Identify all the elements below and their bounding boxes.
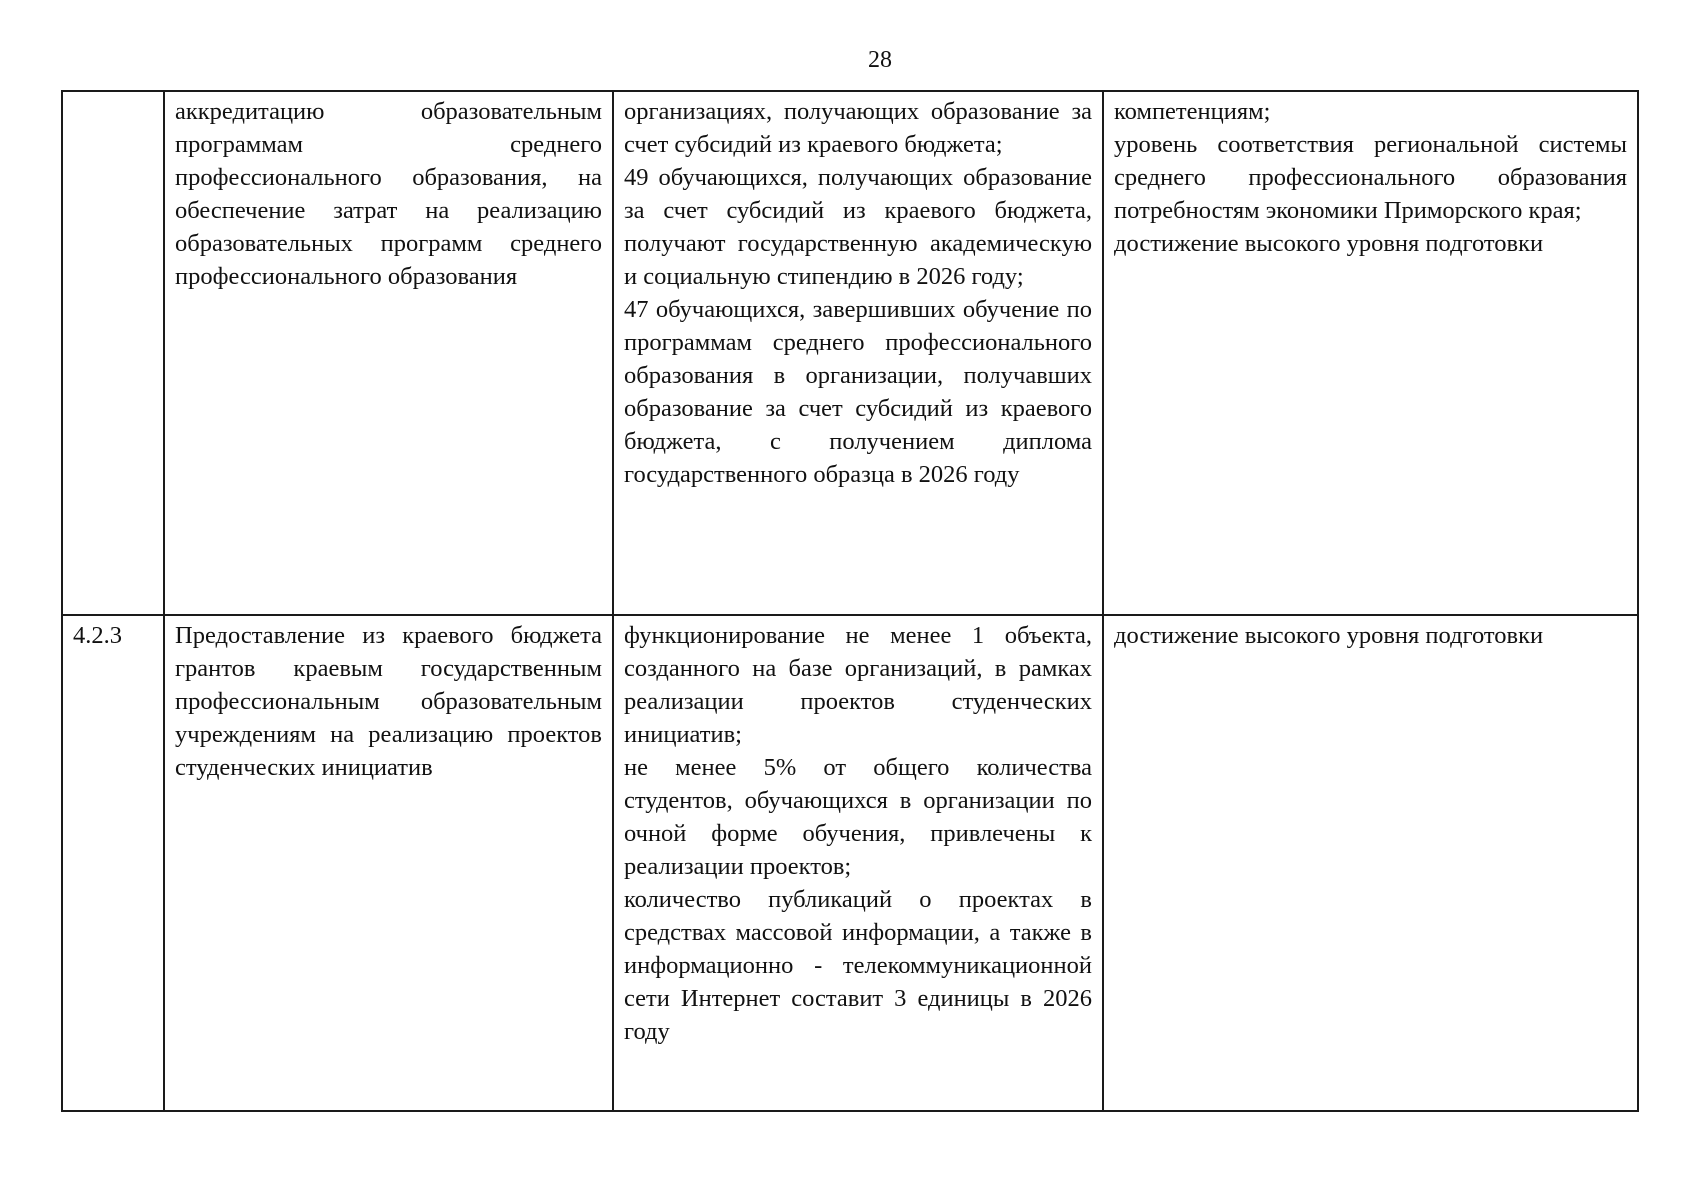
measure-text: аккредитацию образовательным программам среднего профессионального образования, на обеспечение затрат на реализацию образовательных программ среднего профессионального образования (175, 98, 602, 290)
document-table (61, 90, 1639, 1112)
result-item: 49 обучающихся, получающих образование за счет субсидий из краевого бюджета, получают государственную академическую и социальную стипендию в 2026 году; (624, 164, 1092, 290)
row-number-cell (62, 91, 164, 615)
link-item: компетенциям; (1114, 98, 1271, 125)
link-item: уровень соответствия региональной системы среднего профессионального образования потребностям экономики Приморского края; (1114, 131, 1627, 224)
table-row (62, 615, 1638, 1111)
link-item: достижение высокого уровня подготовки (1114, 230, 1544, 257)
result-item: организациях, получающих образование за счет субсидий из краевого бюджета; (624, 98, 1092, 158)
links-cell (1103, 615, 1638, 1111)
results-cell (613, 91, 1103, 615)
results-cell (613, 615, 1103, 1111)
row-number-cell: 4.2.3 (62, 615, 164, 1111)
page-number: 28 (868, 47, 892, 73)
result-item: функционирование не менее 1 объекта, созданного на базе организаций, в рамках реализации проектов студенческих инициатив; (624, 622, 1092, 748)
result-item: 47 обучающихся, завершивших обучение по программам среднего профессионального образования в организации, получавших образование за счет субсидий из краевого бюджета, с получением диплома государственного образца в 2026 году (624, 296, 1092, 488)
links-cell (1103, 91, 1638, 615)
link-item: достижение высокого уровня подготовки (1114, 622, 1544, 649)
measure-cell (164, 615, 613, 1111)
result-item: количество публикаций о проектах в средствах массовой информации, а также в информационно - телекоммуникационной сети Интернет составит 3 единицы в 2026 году (624, 886, 1092, 1045)
result-item: не менее 5% от общего количества студентов, обучающихся в организации по очной форме обучения, привлечены к реализации проектов; (624, 754, 1092, 880)
measure-text: Предоставление из краевого бюджета грантов краевым государственным профессиональным образовательным учреждениям на реализацию проектов студенческих инициатив (175, 622, 602, 781)
measure-cell (164, 91, 613, 615)
table-row (62, 91, 1638, 615)
